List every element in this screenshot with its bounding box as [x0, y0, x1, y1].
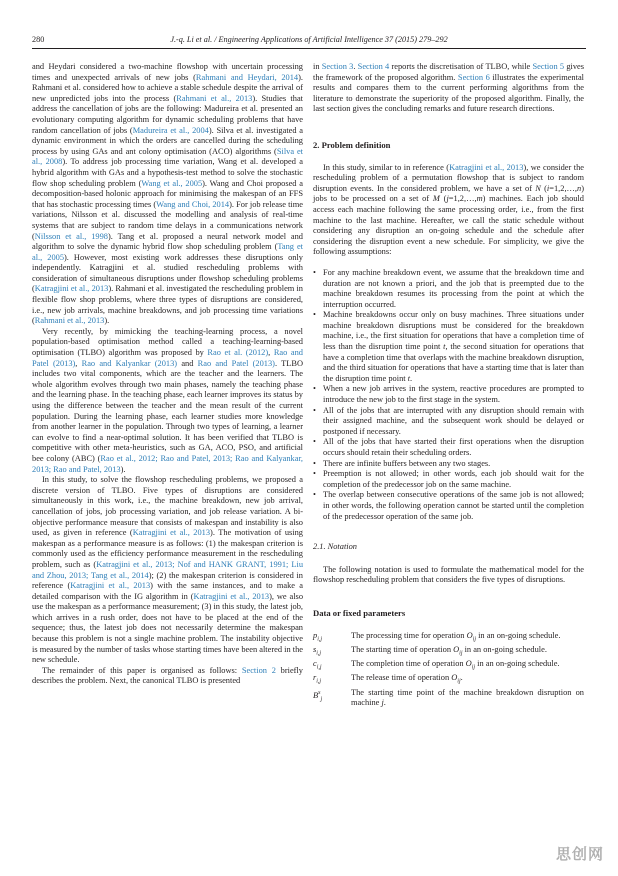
text-run: ). Rahmani et al. investigated the rescheduling problem in flexible flow shop problems, where three types of disruptions are considered, i.e., new job arrivals, machine breakdowns, and job processing time variations (	[32, 284, 303, 326]
data-heading: Data or fixed parameters	[313, 607, 406, 618]
citation-link[interactable]: Wang and Choi, 2014	[156, 199, 230, 209]
citation-link[interactable]: Section 3	[321, 62, 354, 71]
text-run: . TLBO includes two vital components, which are the teacher and the learners. The whole algorithm evolves through two main phases, namely the teaching phase and the learning phase. In the teaching phase, each learner improves its status by using the difference between the teacher and the mean result of the current population. During the learning phase, each learner studies more knowledge from another learner in the population. Through two types of learning, a learner can evolve to find a near-optimal solution. It has been verified that TLBO is competitive with other meta-heuristics, such as GA, ACO, PSO, and artificial bee colony (ABC) (	[32, 358, 303, 463]
text-run: .	[383, 698, 386, 708]
notation-row	[313, 631, 584, 645]
text-run: ), we also use the makespan as a performance measurement; (3) in this study, the latest job, which arrives in a rush order, does not have to be placed at the end of the sequence; thus, the latest job does not necessarily determine the makespan because this problem is not a single machine problem. The instability objective is measured by the number of tasks whose starting times have been altered in the new schedule.	[32, 591, 304, 665]
citation-link[interactable]: Rahmani et al., 2013	[176, 93, 253, 103]
section-heading: 2. Problem definition	[313, 139, 391, 150]
text-run: Preemption is not allowed; in other words, each job should wait for the completion of the predecessor job on the same machine.	[323, 469, 584, 489]
text-run: gives the framework of the proposed algorithm.	[313, 62, 585, 82]
text-run: .	[410, 373, 413, 383]
text-run: in an on-going schedule.	[462, 644, 547, 654]
citation-link[interactable]: Rao and Patel (2013)	[197, 358, 275, 368]
citation-link[interactable]: Katragjini et al., 2013	[193, 591, 270, 601]
notation-definition	[351, 688, 584, 709]
citation-link[interactable]: Silva et al., 2008	[32, 146, 303, 167]
text-run: The release time of operation	[351, 673, 452, 683]
text-run: and Heydari considered a two-machine flowshop with uncertain processing times and unexpected arrivals of new jobs (	[32, 62, 303, 82]
notation-definition	[351, 631, 584, 645]
text-run: .	[353, 62, 358, 71]
math-symbol: m	[476, 194, 483, 204]
citation-link[interactable]: Rao et al., 2012; Rao and Patel, 2013; Rao and Kalyankar, 2013; Rao and Patel, 2013	[32, 453, 304, 474]
text-run: The remainder of this paper is organised as follows:	[42, 665, 242, 675]
header-rule	[32, 48, 586, 49]
right-column	[313, 62, 584, 709]
citation-link[interactable]: Section 5	[532, 62, 565, 71]
text-run: ) jobs to be processed on a set of	[313, 183, 584, 204]
notation-row	[313, 688, 584, 709]
citation-link[interactable]: Madureira et al., 2004	[132, 125, 209, 135]
math-symbol: O	[451, 673, 458, 683]
text-run: The overlap between consecutive operations of the same job is not allowed; in other words, the following operation cannot be started until the completion of the predecessor operation of the same job.	[323, 490, 584, 521]
math-symbol: M	[432, 194, 440, 204]
text-run: ). Studies that address the cancellation of jobs are the following: Madureira et al. presented an evolutionary computing algorithm for dynamic scheduling problems that have random cancellation of jobs (	[32, 93, 303, 135]
text-run: All of the jobs that are interrupted with any disruption should remain with their assigned machine, and the subsequent work should be delayed or postponed if necessary.	[323, 405, 584, 436]
notation-symbol: $c_{i,j}$	[313, 659, 322, 671]
text-run: (	[439, 194, 447, 204]
text-run: ). Silva et al. investigated a dynamic environment in which the orders are cancelled during the scheduling process by using GAs and ant colony optimisation (ACO) algorithms (	[32, 125, 304, 156]
text-run: The starting time point of the machine breakdown disruption on machine	[351, 687, 584, 708]
math-symbol: O	[453, 644, 460, 654]
notation-symbol: $B^s_j$	[313, 689, 323, 703]
assumption-item	[313, 437, 584, 458]
assumption-item	[313, 406, 584, 438]
assumption-item	[313, 459, 584, 470]
notation-symbol: $p_{i,j}$	[313, 630, 323, 643]
text-run: ). However, most existing work addresses these disruptions only independently. Katragjini et al. studied rescheduling problems with consideration of simultaneous disruptions under flowshop scheduling problems (	[32, 252, 303, 294]
notation-row	[313, 645, 584, 659]
text-run: in	[313, 62, 322, 71]
citation-link[interactable]: Katragjini et al., 2013	[449, 162, 524, 172]
assumption-item	[313, 490, 584, 522]
text-run: ). For job release time variations, Nilsson et al. discussed the modelling and analysis of real-time systems that are subject to random time delays in a communications network (	[32, 199, 303, 241]
math-symbol: O	[466, 630, 473, 640]
citation-link[interactable]: Rao and Kalyankar (2013)	[81, 358, 178, 368]
text-run: In this study, similar to in reference (	[323, 162, 450, 172]
text-run: For any machine breakdown event, we assume that the breakdown time and duration are not known a priori, and the job that is preempted due to the machine breakdown resumes its processing from the point at which the interruption occurred.	[323, 267, 584, 309]
citation-link[interactable]: Section 4	[357, 62, 390, 71]
watermark-logo: 思创网	[555, 845, 604, 863]
citation-link[interactable]: Rao et al. (2012)	[207, 348, 269, 358]
text-run: .	[460, 673, 463, 683]
text-run: illustrates the experimental results and compares them to the current performing algorithms from the literature to demonstrate the superiority of the proposed algorithm. Finally, the last section gives the concluding remarks and future research directions.	[313, 72, 584, 114]
math-symbol: j	[381, 698, 384, 708]
text-run: ) with the same instances, and to make a detailed comparison with the IG algorithm in (	[32, 581, 303, 601]
text-run: ,	[75, 358, 82, 368]
assumption-item	[313, 310, 584, 384]
text-run: In this study, to solve the flowshop rescheduling problems, we proposed a discrete version of TLBO. Five types of disruptions are considered simultaneously in this work, i.e., the machine breakdown, new job arrival, cancellation of jobs, job processing variation, and job release variation. A bi-objective performance measure that consists of makespan and instability is also used, as given in reference (	[32, 475, 303, 538]
notation-definition	[351, 645, 584, 659]
notation-symbol: $s_{i,j}$	[313, 644, 322, 657]
subscript: ij	[459, 650, 463, 657]
citation-link[interactable]: Rahmani et al., 2013	[34, 316, 105, 326]
text-run: Very recently, by mimicking the teaching-learning process, a novel population-based optimisation method called a teaching-learning-based optimisation (TLBO) algorithm was proposed by	[32, 326, 303, 358]
paragraph	[32, 475, 303, 666]
subscript: ij	[471, 664, 476, 671]
citation-link[interactable]: Section 6	[457, 72, 490, 82]
paragraph	[313, 62, 584, 115]
text-run: reports the discretisation of TLBO, while	[389, 62, 533, 71]
text-run: ,	[268, 348, 274, 358]
text-run: (	[540, 183, 547, 193]
citation-link[interactable]: Wang et al., 2005	[141, 178, 203, 188]
subsection-heading: 2.1. Notation	[313, 542, 357, 552]
math-symbol: t	[407, 373, 411, 383]
assumption-item	[313, 268, 584, 310]
paragraph	[32, 666, 303, 687]
citation-link[interactable]: Rahmani and Heydari, 2014	[195, 72, 299, 82]
text-run: ). Wang and Choi proposed a decomposition-based holonic approach for minimising the makespan of an FFS that has stochastic processing times (	[32, 178, 304, 209]
text-run: ). Rahmani et al. considered how to achieve a stable schedule despite the arrival of new unpredicted jobs into the process (	[32, 72, 303, 103]
paragraph	[32, 327, 303, 475]
notation-list	[313, 631, 584, 709]
paragraph	[32, 62, 303, 327]
text-run: ), we consider the rescheduling problem of a permutation flowshop that is subject to random disruption events. In the considered problem, we have a set of	[313, 162, 584, 193]
paragraph	[313, 163, 584, 258]
text-run: Machine breakdowns occur only on busy machines. Three situations under machine breakdown disruptions must be considered for the breakdown machine, i.e., the first situation for operations that have a completion time of less than the disruption time point	[323, 310, 584, 352]
subscript: ij	[457, 679, 461, 685]
math-symbol: n	[577, 183, 582, 193]
text-run: ). Tang et al. proposed a neural network model and algorithm to solve the dynamic hybrid flow shop scheduling problem (	[32, 231, 303, 252]
notation-definition	[351, 673, 584, 687]
citation-link[interactable]: Katragjini et al., 2013	[70, 581, 151, 591]
text-run: All of the jobs that have started their first operations when the disruption occurs should retain their scheduling orders.	[323, 437, 584, 457]
page-number: 280	[32, 35, 45, 44]
text-run: briefly describes the problem. Next, the canonical TLBO is presented	[32, 665, 303, 686]
citation-link[interactable]: Rao and Patel (2013)	[32, 348, 303, 368]
math-symbol: O	[465, 659, 472, 669]
text-run: When a new job arrives in the system, reactive procedures are prompted to introduce the new job to the first stage in the system.	[323, 384, 584, 405]
math-symbol: N	[535, 183, 541, 193]
text-run: and	[177, 358, 198, 368]
running-header	[32, 35, 586, 47]
text-run: ). To address job processing time variation, Wang et al. developed a hybrid algorithm with GAs and a hypothesis-test method to solve the stochastic flow shop scheduling problem (	[32, 157, 303, 188]
math-symbol: j	[446, 194, 449, 204]
text-run: in an on-going schedule.	[476, 630, 561, 640]
notation-row	[313, 659, 584, 673]
text-run: =1,2,…,	[448, 194, 477, 204]
left-column	[32, 62, 303, 687]
notation-definition	[351, 659, 584, 673]
text-run: =1,2,…,	[549, 183, 578, 193]
citation-link[interactable]: Katragjini et al., 2013	[132, 528, 211, 538]
citation-link[interactable]: Tang et al., 2005	[32, 242, 303, 262]
citation-link[interactable]: Section 2	[241, 665, 276, 675]
text-run: in an on-going schedule.	[475, 659, 560, 669]
math-symbol: t	[443, 342, 446, 352]
notation-row	[313, 673, 584, 687]
text-run: ). The motivation of using makespan as a performance measure is as follows: (1) the makespan criterion is commonly used as the efficiency performance measurement in the rescheduling problem, such as (	[32, 528, 303, 569]
citation-link[interactable]: Katragjini et al., 2013; Nof and HANK GRANT, 1991; Liu and Zhou, 2013; Tang et al., 2014	[32, 559, 304, 580]
assumption-list	[313, 268, 584, 522]
text-run: ); (2) the makespan criterion is considered in reference (	[32, 570, 303, 591]
paragraph: The following notation is used to formulate the mathematical model for the flowshop rescheduling problem that considers the five types of disruptions.	[313, 564, 584, 585]
text-run: The processing time for operation	[351, 630, 467, 640]
citation-link[interactable]: Nilsson et al., 1998	[34, 231, 108, 241]
text-run: The completion time of operation	[351, 659, 466, 669]
text-run: , the second situation for operations that have a completion time that overlaps with the machine breakdown disruption, and the third situation for operations that have a starting time that is later than the disruption time point	[323, 342, 584, 383]
subscript: ij	[472, 636, 476, 643]
text-run: ).	[104, 316, 110, 326]
notation-symbol: $r_{i,j}$	[313, 673, 322, 685]
math-symbol: i	[546, 183, 550, 193]
running-title: J.-q. Li et al. / Engineering Applications of Artificial Intelligence 37 (2015) 279–292	[170, 35, 448, 44]
text-run: ) machines. Each job should access each machine following the same processing order, i.e., from the first machine to the last machine. Hereafter, we call the static schedule without considering any disruption an on-going schedule and the schedule after considering the disruption event a new schedule. For simplicity, we give the following assumptions:	[313, 194, 584, 257]
assumption-item	[313, 384, 584, 405]
text-run: The starting time of operation	[351, 644, 454, 654]
assumption-item	[313, 469, 584, 490]
citation-link[interactable]: Katragjini et al., 2013	[34, 284, 109, 294]
text-run: There are infinite buffers between any two stages.	[323, 458, 491, 468]
text-run: ).	[120, 464, 126, 474]
